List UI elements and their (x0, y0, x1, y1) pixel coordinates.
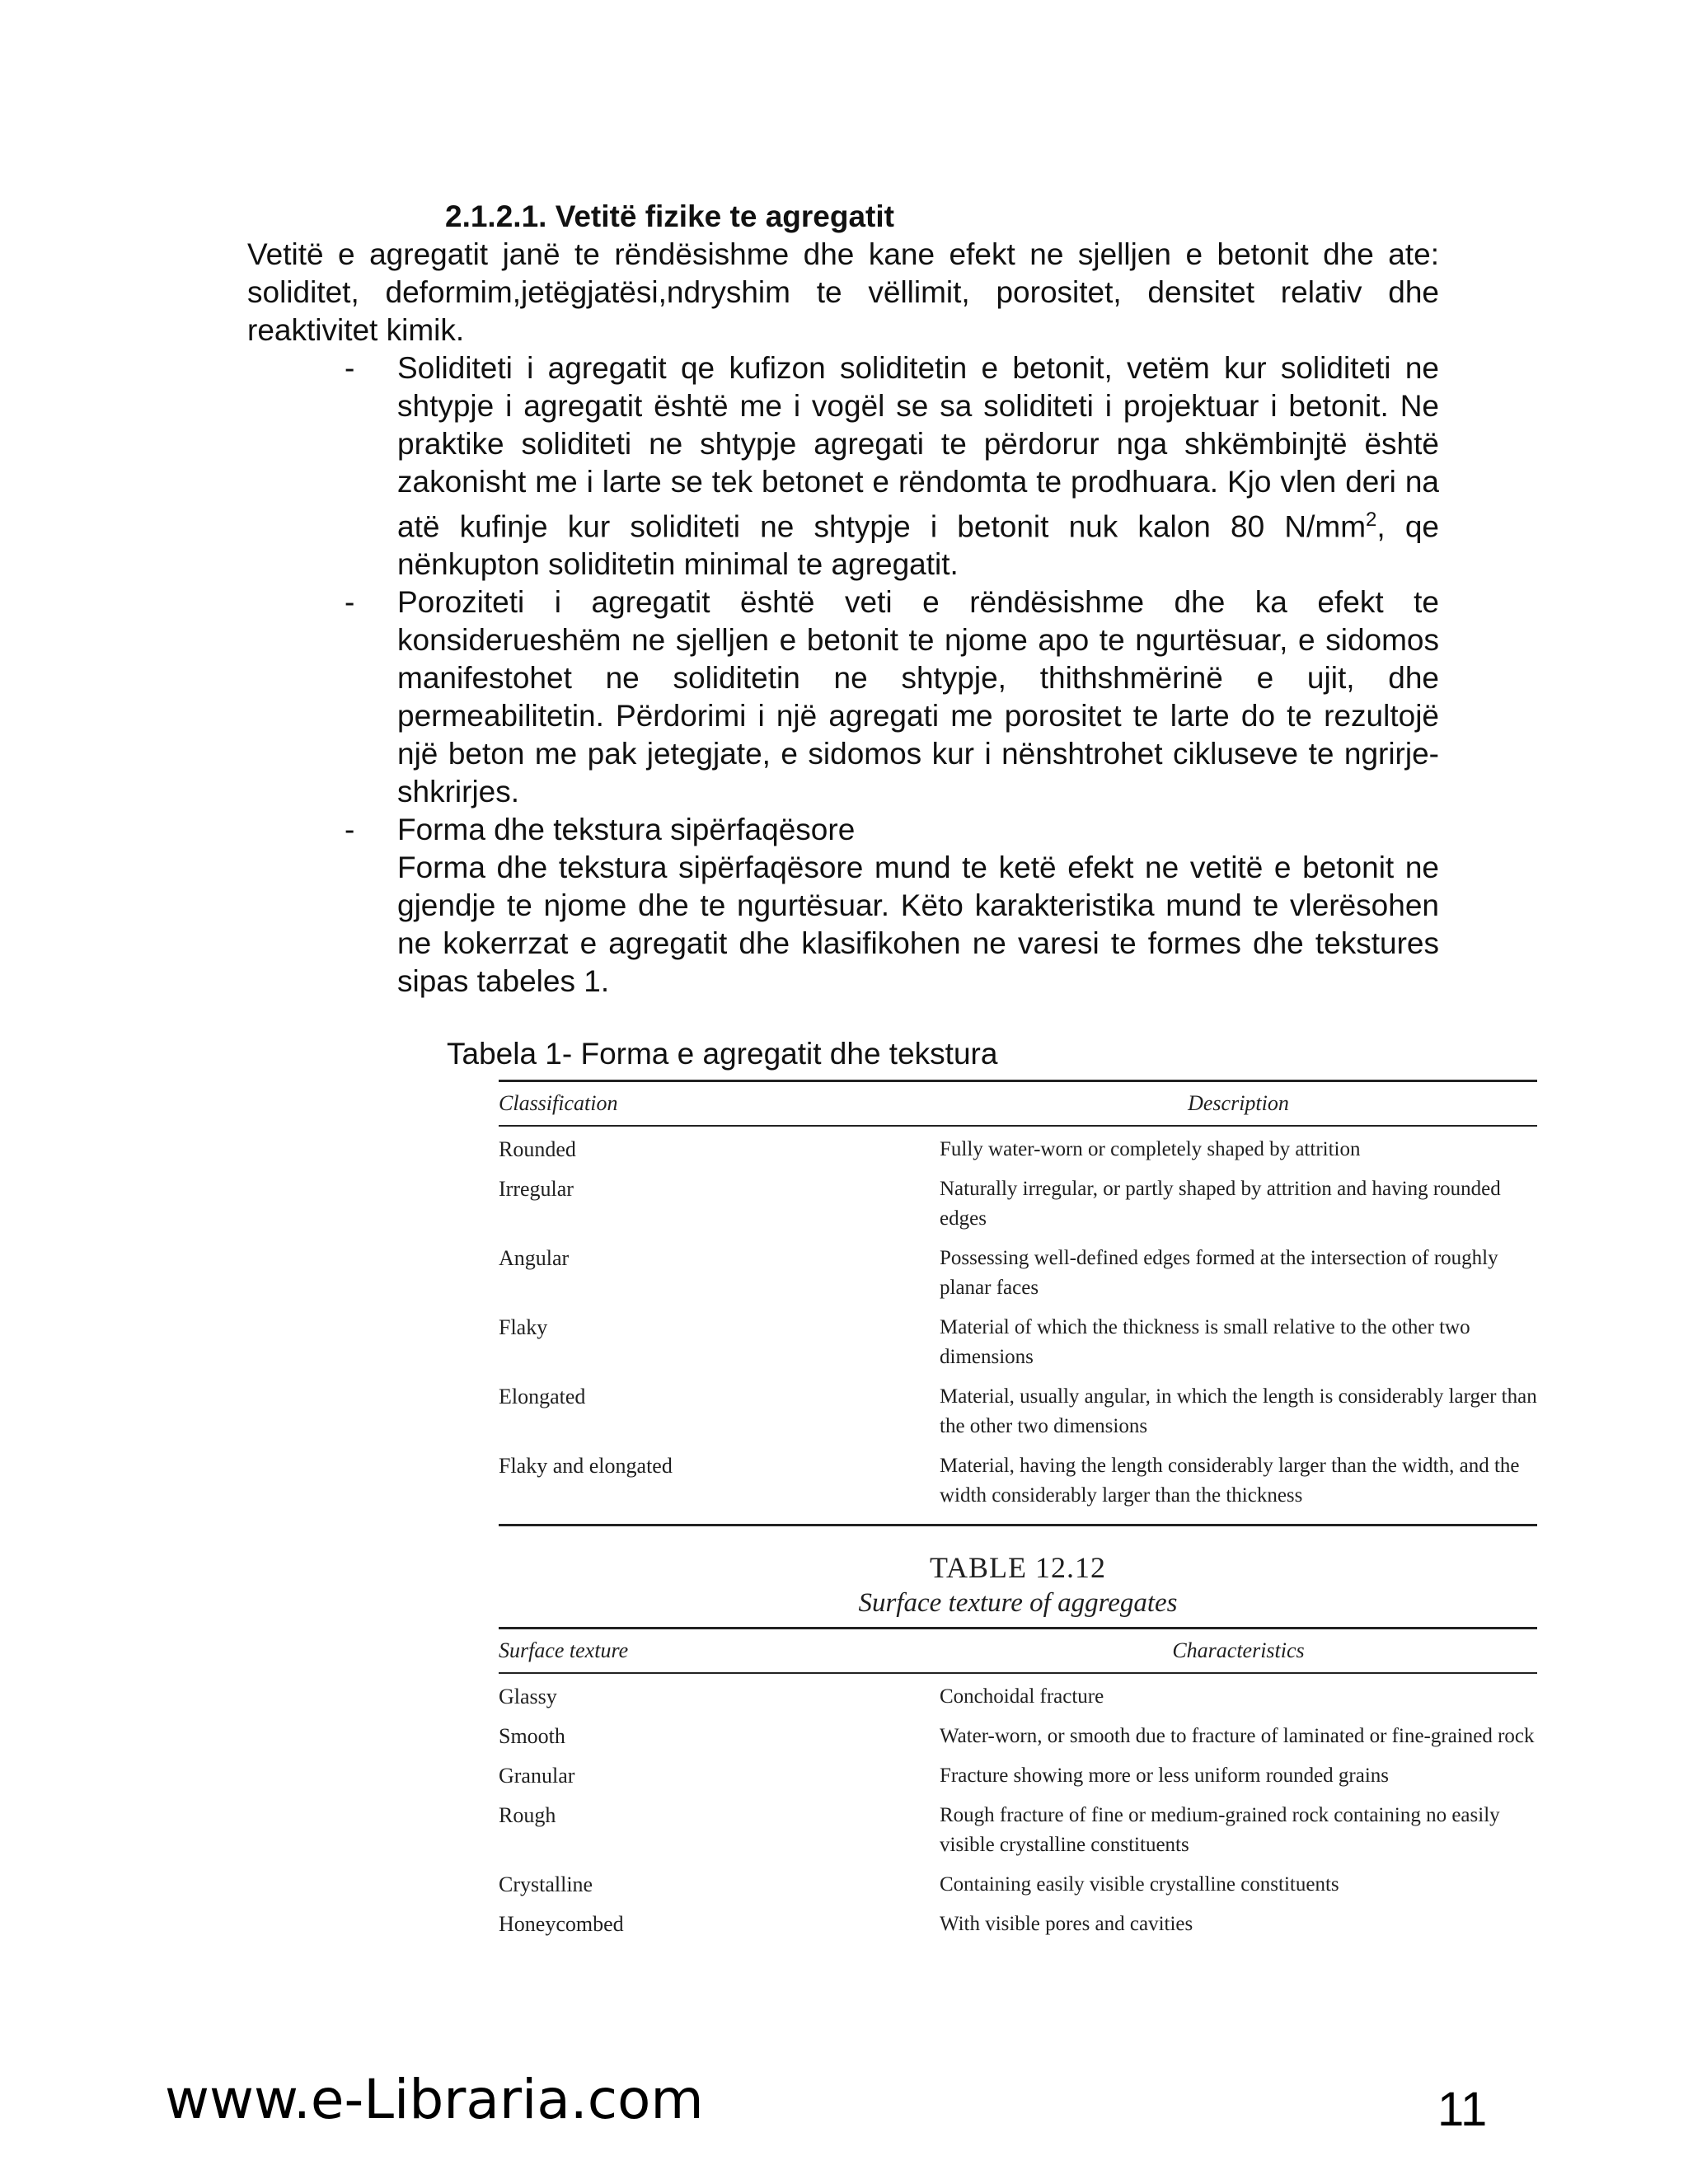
bullet-marker: - (345, 351, 355, 385)
bullet-marker: - (345, 813, 355, 847)
table-row (499, 1377, 1537, 1446)
table-cell: With visible pores and cavities (940, 1913, 1193, 1935)
table-cell: Material, having the length considerably larger than the width, and the width considerably larger than the thickness (940, 1455, 1520, 1507)
table-row (499, 1756, 1537, 1796)
bullet-text: Forma dhe tekstura sipërfaqësore mund te ketë efekt ne vetitë e betonit ne gjendje te njome dhe te ngurtësuar. Këto karakteristika mund te vlerësohen ne kokerrzat e agregatit dhe klasifikohen ne varesi te formes dhe tekstures sipas tabeles 1. (397, 851, 1439, 999)
bullet-item-strength (247, 349, 1439, 583)
table-cell: Conchoidal fracture (940, 1685, 1104, 1708)
table-cell: Flaky (499, 1315, 548, 1339)
page-number: 11 (1437, 2083, 1488, 2136)
table-body (499, 1674, 1537, 1944)
table-cell: Smooth (499, 1724, 565, 1748)
table-row (499, 1446, 1537, 1516)
bullet-list (247, 349, 1439, 1001)
table-cell: Material of which the thickness is small relative to the other two dimensions (940, 1316, 1470, 1368)
table-row (499, 1130, 1537, 1169)
table-cell: Naturally irregular, or partly shaped by attrition and having rounded edges (940, 1178, 1501, 1230)
surface-texture-table (499, 1549, 1537, 1944)
table-cell: Possessing well-defined edges formed at the intersection of roughly planar faces (940, 1247, 1498, 1299)
table-row (499, 1905, 1537, 1944)
table-cell: Rough fracture of fine or medium-grained rock containing no easily visible crystalline constituents (940, 1804, 1500, 1856)
table-cell: Rounded (499, 1137, 576, 1161)
table-cell: Rough (499, 1803, 556, 1827)
table-cell: Fully water-worn or completely shaped by attrition (940, 1138, 1361, 1160)
shape-classification-table (499, 1080, 1537, 1526)
bullet-marker: - (345, 585, 355, 620)
bullet-text (397, 349, 1439, 583)
table-title-block (499, 1549, 1537, 1620)
table-number: TABLE 12.12 (929, 1551, 1107, 1584)
bullet-item-porosity (247, 583, 1439, 811)
table-caption: Tabela 1- Forma e agregatit dhe tekstura (447, 1037, 998, 1071)
bullet-text-main: Soliditeti i agregatit qe kufizon soliditetin e betonit, vetëm kur soliditeti ne shtypje i agregatit është me i vogël se sa soliditeti i projektuar i betonit. Ne praktike soliditeti ne shtypje agregati te përdorur nga shkëmbinjtë është zakonisht me i larte se tek betonet e rëndomta te prodhuara. Kjo vlen deri na atë kufinje kur soliditeti ne shtypje i betonit nuk kalon 80 N/mm (397, 351, 1439, 544)
bullet-text: Poroziteti i agregatit është veti e rëndësishme dhe ka efekt te konsiderueshëm ne sjelljen e betonit te njome apo te ngurtësuar, e sidomos manifestohet ne soliditetin ne shtypje, thithshmërinë e ujit, dhe permeabilitetin. Përdorimi i një agregati me porositet te larte do te rezultojë një beton me pak jetegjate, e sidomos kur i nënshtrohet cikluseve te ngrirje-shkrirjes. (397, 585, 1439, 809)
bullet-item-shape-texture (247, 811, 1439, 1001)
table-row (499, 1677, 1537, 1717)
section-heading: 2.1.2.1. Vetitë fizike te agregatit (445, 199, 894, 233)
table-cell: Honeycombed (499, 1912, 624, 1936)
intro-paragraph: Vetitë e agregatit janë te rëndësishme dhe kane efekt ne sjelljen e betonit dhe ate: soliditet, deformim,jetëgjatësi,ndryshim te vëllimit, porositet, densitet relativ dhe reaktivitet kimik. (247, 237, 1439, 347)
table-cell: Crystalline (499, 1872, 593, 1896)
table-body (499, 1127, 1537, 1516)
column-header-classification: Classification (499, 1091, 618, 1115)
table-cell: Fracture showing more or less uniform rounded grains (940, 1765, 1390, 1787)
table-cell: Angular (499, 1246, 570, 1270)
table-cell: Flaky and elongated (499, 1454, 673, 1478)
table-row (499, 1865, 1537, 1905)
superscript: 2 (1366, 509, 1377, 531)
table-bottom-rule (499, 1524, 1537, 1526)
bullet-title: Forma dhe tekstura sipërfaqësore (397, 813, 856, 847)
table-cell: Containing easily visible crystalline constituents (940, 1873, 1339, 1896)
footer-website-link[interactable]: www.e-Libraria.com (165, 2068, 704, 2131)
table-cell: Glassy (499, 1685, 557, 1708)
table-row (499, 1308, 1537, 1377)
table-title: Surface texture of aggregates (858, 1588, 1178, 1618)
table-cell: Granular (499, 1764, 575, 1788)
table-cell: Water-worn, or smooth due to fracture of laminated or fine-grained rock (940, 1725, 1535, 1747)
table-header (499, 1082, 1537, 1125)
table-row (499, 1717, 1537, 1756)
table-cell: Irregular (499, 1177, 574, 1201)
table-cell: Material, usually angular, in which the length is considerably larger than the other two dimensions (940, 1385, 1537, 1437)
table-cell: Elongated (499, 1385, 586, 1408)
column-header-description: Description (1188, 1091, 1289, 1115)
table-row (499, 1239, 1537, 1308)
table-row (499, 1796, 1537, 1865)
bullet-text-end: , qe nënkupton soliditetin minimal te agregatit. (397, 509, 1439, 582)
table-row (499, 1169, 1537, 1239)
column-header-characteristics: Characteristics (1172, 1638, 1305, 1662)
column-header-surface-texture: Surface texture (499, 1638, 629, 1662)
table-header (499, 1629, 1537, 1672)
